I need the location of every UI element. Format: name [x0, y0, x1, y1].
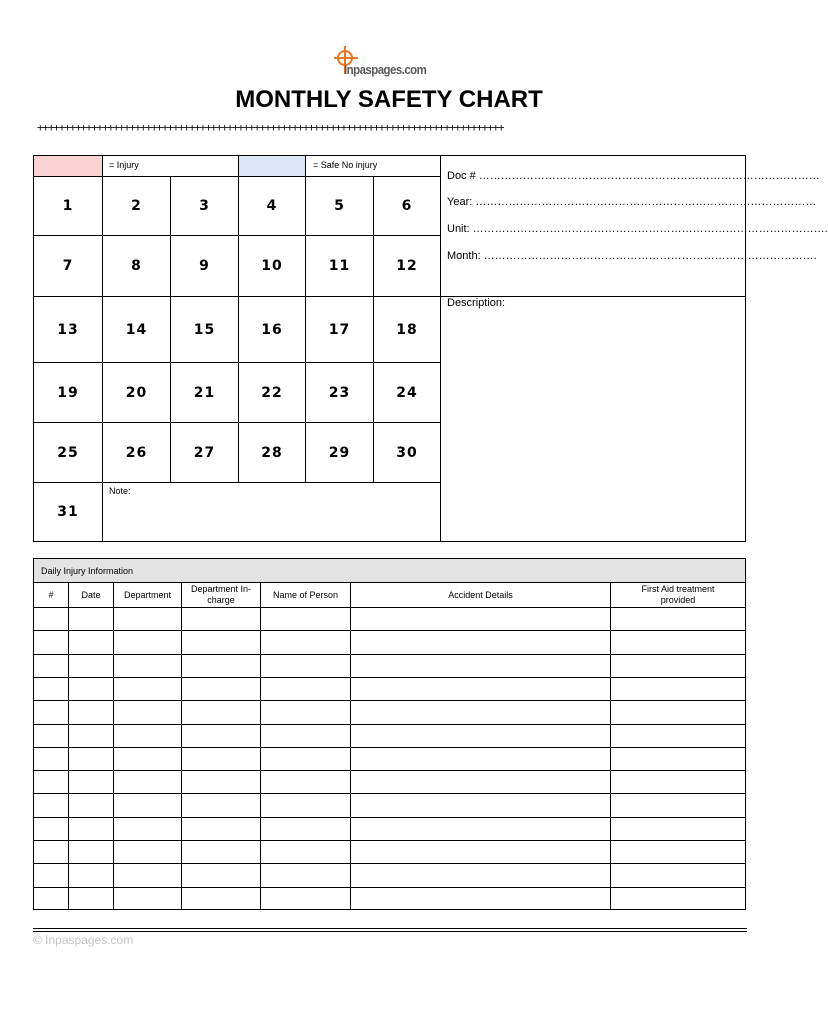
day-cell[interactable]: 17 [328, 321, 351, 338]
day-cell[interactable]: 23 [328, 384, 351, 401]
day-cell[interactable]: 22 [261, 384, 283, 401]
table-row [34, 887, 745, 888]
divider [260, 583, 261, 909]
injury-legend-label: = Injury [109, 160, 139, 170]
unit-field[interactable]: Unit: ……………………………………………………………………………………. [447, 223, 828, 235]
day-cell[interactable]: 26 [125, 444, 148, 461]
copyright-text: © Inpaspages.com [33, 933, 134, 947]
column-header: Accident Details [448, 589, 513, 600]
day-cell[interactable]: 25 [57, 444, 79, 461]
day-cell[interactable]: 18 [396, 321, 418, 338]
table-row [34, 817, 745, 818]
divider [350, 583, 351, 909]
day-cell[interactable]: 12 [396, 258, 418, 274]
footer-rule [33, 928, 747, 929]
day-cell[interactable]: 6 [401, 198, 413, 214]
table-row [34, 700, 745, 701]
divider [68, 583, 69, 909]
divider [181, 583, 182, 909]
description-label: Description: [447, 297, 506, 309]
divider [610, 583, 611, 909]
table-row [34, 793, 745, 794]
site-logo [332, 44, 442, 80]
table-title-bar [34, 559, 745, 583]
table-row [34, 840, 745, 841]
divider [440, 156, 441, 541]
page-title: MONTHLY SAFETY CHART [235, 86, 543, 113]
day-cell[interactable]: 27 [193, 444, 216, 461]
injury-info-table [33, 558, 746, 910]
footer-rule [33, 931, 747, 932]
day-cell[interactable]: 1 [62, 198, 74, 214]
table-row [34, 607, 745, 608]
day-cell[interactable]: 7 [62, 258, 74, 274]
year-field[interactable]: Year: ………………………………………………………………………………… [447, 196, 817, 208]
day-cell[interactable]: 11 [328, 258, 351, 274]
column-header: # [48, 589, 54, 600]
day-cell[interactable]: 20 [125, 384, 148, 401]
doc-number-field[interactable]: Doc # ………………………………………………………………………………… [447, 170, 820, 182]
day-cell[interactable]: 28 [261, 444, 283, 461]
column-header: Name of Person [272, 589, 339, 600]
column-header: Date [81, 589, 101, 600]
day-cell[interactable]: 24 [396, 384, 418, 401]
safety-calendar [33, 155, 828, 542]
column-header: Department [123, 589, 172, 600]
table-row [34, 770, 745, 771]
table-row [34, 630, 745, 631]
day-cell[interactable]: 13 [57, 321, 79, 338]
table-row [34, 747, 745, 748]
day-cell[interactable]: 19 [57, 384, 79, 401]
table-row [34, 654, 745, 655]
day-cell[interactable]: 14 [125, 321, 148, 338]
table-title: Daily Injury Information [41, 566, 134, 576]
plus-divider: ++++++++++++++++++++++++++++++++++++++++++++++++++++++++++++++++++++++++++++++++++++++ [37, 121, 504, 134]
column-header: Department In-charge [190, 584, 252, 605]
column-header: First Aid treatment provided [641, 584, 715, 605]
day-cell[interactable]: 4 [266, 198, 278, 214]
day-cell[interactable]: 10 [261, 258, 283, 274]
day-cell[interactable]: 31 [57, 504, 79, 520]
day-cell[interactable]: 29 [328, 444, 351, 461]
month-field[interactable]: Month: ………………………………………………………………………………. [447, 250, 817, 262]
day-cell[interactable]: 8 [131, 258, 142, 274]
day-cell[interactable]: 21 [193, 384, 216, 401]
day-cell[interactable]: 9 [199, 258, 210, 274]
day-cell[interactable]: 3 [199, 198, 210, 214]
note-label: Note: [109, 486, 131, 496]
day-cell[interactable]: 30 [396, 444, 418, 461]
divider [113, 583, 114, 909]
day-cell[interactable]: 2 [131, 198, 142, 214]
injury-swatch [34, 156, 102, 176]
day-cell[interactable]: 15 [193, 321, 216, 338]
safe-swatch [238, 156, 305, 176]
day-cell[interactable]: 5 [334, 198, 345, 214]
safe-legend-label: = Safe No injury [313, 160, 378, 170]
logo-text: Inpaspages.com [344, 62, 427, 77]
table-row [34, 677, 745, 678]
table-row [34, 724, 745, 725]
table-row [34, 863, 745, 864]
day-cell[interactable]: 16 [261, 321, 283, 338]
